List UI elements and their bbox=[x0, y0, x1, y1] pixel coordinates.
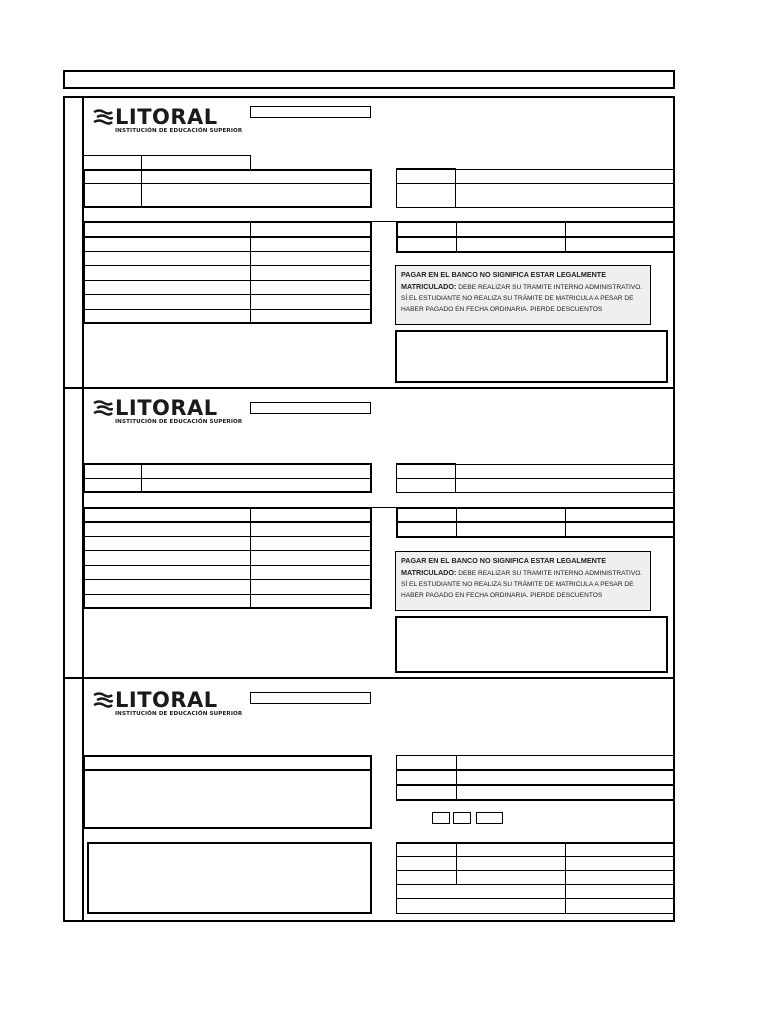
table-row bbox=[83, 536, 372, 537]
row-line bbox=[456, 464, 675, 465]
option-box[interactable] bbox=[432, 812, 450, 824]
student-info-block[interactable] bbox=[83, 169, 372, 208]
column-divider bbox=[456, 842, 457, 884]
brand-name: LITORAL bbox=[115, 105, 218, 129]
option-box[interactable] bbox=[453, 812, 471, 824]
row-line bbox=[396, 784, 675, 786]
column-divider bbox=[565, 842, 566, 914]
litoral-wave-icon bbox=[93, 400, 113, 416]
row-line bbox=[396, 799, 675, 801]
cell-divider bbox=[141, 169, 142, 208]
table-row bbox=[396, 521, 675, 523]
table-row bbox=[83, 550, 372, 551]
cell-divider bbox=[456, 755, 457, 800]
section-divider bbox=[63, 387, 675, 389]
table-row bbox=[396, 884, 675, 885]
row-line bbox=[396, 183, 675, 184]
table-row bbox=[83, 521, 372, 523]
table-row bbox=[396, 856, 675, 857]
row-line bbox=[396, 463, 456, 465]
row-line bbox=[83, 183, 372, 184]
notice-heading: PAGAR EN EL BANCO NO SIGNIFICA ESTAR LEGALMENTE MATRICULADO: bbox=[401, 556, 606, 577]
notice-heading: PAGAR EN EL BANCO NO SIGNIFICA ESTAR LEGALMENTE MATRICULADO: bbox=[401, 270, 606, 291]
row-line bbox=[396, 207, 675, 208]
row-line bbox=[396, 478, 675, 479]
table-row bbox=[396, 236, 675, 238]
notice-text: DEBE REALIZAR SU TRAMITE INTERNO ADMINISTRATIVO. SÍ EL ESTUDIANTE NO REALIZA SU TRÁMITE DE MATRICULA A PESAR DE HABER PAGADO EN FECHA ORDINARIA. PIERDE DESCUENTOS bbox=[401, 284, 643, 313]
table-row bbox=[83, 265, 372, 266]
table-row bbox=[83, 309, 372, 310]
row-line bbox=[83, 769, 372, 771]
voucher-number-field[interactable] bbox=[250, 402, 371, 414]
field-cell bbox=[83, 155, 251, 170]
table-row bbox=[83, 236, 372, 238]
table-row bbox=[83, 251, 372, 252]
voucher-number-field[interactable] bbox=[250, 106, 371, 118]
brand-subtitle: INSTITUCIÓN DE EDUCACIÓN SUPERIOR bbox=[115, 711, 243, 717]
table-row bbox=[396, 870, 675, 871]
notice-text: DEBE REALIZAR SU TRAMITE INTERNO ADMINISTRATIVO. SÍ EL ESTUDIANTE NO REALIZA SU TRÁMITE DE MATRICULA A PESAR DE HABER PAGADO EN FECHA ORDINARIA. PIERDE DESCUENTOS bbox=[401, 570, 643, 599]
table-row bbox=[83, 565, 372, 566]
litoral-logo bbox=[93, 105, 243, 137]
voucher-number-field[interactable] bbox=[250, 692, 371, 704]
table-row bbox=[83, 294, 372, 295]
table-row bbox=[83, 579, 372, 580]
column-divider bbox=[565, 221, 566, 253]
litoral-logo bbox=[93, 688, 243, 720]
student-info-block[interactable] bbox=[83, 755, 372, 829]
column-divider bbox=[456, 507, 457, 538]
brand-subtitle: INSTITUCIÓN DE EDUCACIÓN SUPERIOR bbox=[115, 419, 243, 425]
field-cell bbox=[396, 169, 456, 208]
litoral-wave-icon bbox=[93, 109, 113, 125]
option-box[interactable] bbox=[476, 812, 503, 824]
payment-notice bbox=[395, 265, 651, 325]
brand-subtitle: INSTITUCIÓN DE EDUCACIÓN SUPERIOR bbox=[115, 128, 243, 134]
column-divider bbox=[456, 221, 457, 253]
bank-stamp-box bbox=[87, 842, 372, 914]
column-divider bbox=[565, 507, 566, 538]
row-line bbox=[83, 478, 372, 479]
row-line bbox=[456, 169, 675, 170]
row-line bbox=[396, 168, 456, 170]
table-row bbox=[396, 842, 675, 844]
summary-table bbox=[396, 842, 675, 914]
field-cell bbox=[396, 755, 675, 800]
row-line bbox=[396, 769, 675, 771]
brand-name: LITORAL bbox=[115, 396, 218, 420]
page-header-bar bbox=[63, 70, 675, 89]
row-line bbox=[396, 492, 675, 493]
table-row bbox=[83, 280, 372, 281]
bank-stamp-box bbox=[395, 616, 668, 673]
payment-notice bbox=[395, 551, 651, 611]
bank-stamp-box bbox=[395, 330, 668, 383]
table-row bbox=[396, 898, 675, 899]
table-row bbox=[83, 594, 372, 595]
cell-divider bbox=[141, 155, 142, 170]
litoral-wave-icon bbox=[93, 692, 113, 708]
section-divider bbox=[63, 677, 675, 679]
brand-name: LITORAL bbox=[115, 688, 218, 712]
litoral-logo bbox=[93, 396, 243, 428]
